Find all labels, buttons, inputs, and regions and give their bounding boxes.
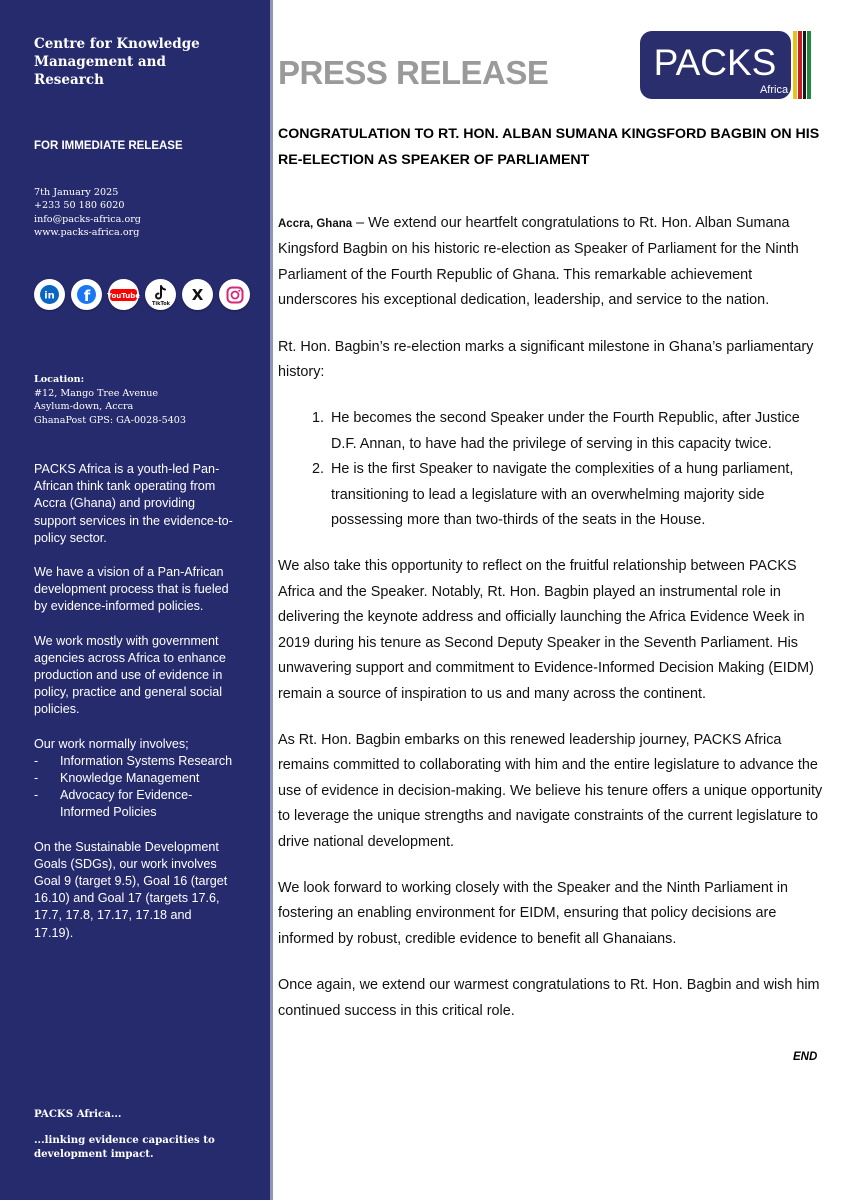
footer-name: PACKS Africa... <box>34 1108 122 1120</box>
milestone-paragraph: Rt. Hon. Bagbin’s re-election marks a significant milestone in Ghana’s parliamentary history: <box>278 338 814 381</box>
involves-intro: Our work normally involves; <box>34 736 189 751</box>
reflect-paragraph: We also take this opportunity to reflect on the fruitful relationship between PACKS Africa and the Speaker. Notably, Rt. Hon. Bagbin played an instrumental role in delivering the keynote address and officially launching the Africa Evidence Week in 2019 during his tenure as Second Deputy Speaker in the Seventh Parliament. His unwavering support and commitment to Evidence-Informed Decision Making (EIDM) remain a source of inspiration to us and many across the continent. <box>278 558 814 702</box>
milestone-list <box>278 406 824 533</box>
footer-tagline: ...linking evidence capacities to development impact. <box>34 1134 215 1160</box>
closing-paragraph: Once again, we extend our warmest congratulations to Rt. Hon. Bagbin and wish him continued success in this critical role. <box>278 977 820 1019</box>
main-content <box>278 211 824 1045</box>
release-date: 7th January 2025 <box>34 187 119 198</box>
linkedin-icon[interactable] <box>34 279 65 310</box>
tiktok-icon[interactable] <box>145 279 176 310</box>
list-item: - Advocacy for Evidence-Informed Policies <box>34 787 234 821</box>
location-block <box>34 373 186 427</box>
location-line: Asylum-down, Accra <box>34 401 134 413</box>
instagram-icon[interactable] <box>219 279 250 310</box>
contact-email[interactable]: info@packs-africa.org <box>34 213 141 225</box>
sidebar <box>0 0 273 1200</box>
facebook-icon[interactable] <box>71 279 102 310</box>
page-title: PRESS RELEASE <box>278 54 549 91</box>
sidebar-body <box>34 461 234 959</box>
headline: CONGRATULATION TO RT. HON. ALBAN SUMANA KINGSFORD BAGBIN ON HIS RE-ELECTION AS SPEAKER OF PARLIAMENT <box>278 126 820 168</box>
location-line: GhanaPost GPS: GA-0028-5403 <box>34 414 187 426</box>
list-item: - Knowledge Management <box>34 770 234 787</box>
packs-africa-logo <box>640 31 811 101</box>
svg-text:in: in <box>44 290 55 302</box>
intro-text: – We extend our heartfelt congratulations to Rt. Hon. Alban Sumana Kingsford Bagbin on his historic re-election as Speaker of Parliament for the Ninth Parliament of the Fourth Republic of Ghana. This remarkable achievement underscores his exceptional dedication, leadership, and service to the nation. <box>278 215 799 309</box>
sdgs-text: On the Sustainable Development Goals (SDGs), our work involves Goal 9 (target 9.5), Goal 16 (target 16.10) and Goal 17 (targets 17.6, 17.7, 17.8, 17.17, 17.18 and 17.19). <box>34 839 228 940</box>
journey-paragraph: As Rt. Hon. Bagbin embarks on this renewed leadership journey, PACKS Africa remains committed to collaborating with him and the entire legislature to advance the use of evidence in decision-making. We believe his tenure offers a unique opportunity to leverage the unique strengths and navigate constraints of the current legislature to drive national development. <box>278 731 823 850</box>
svg-text:PACKS: PACKS <box>653 42 777 83</box>
intro-paragraph <box>278 211 824 314</box>
svg-text:TikTok: TikTok <box>151 300 170 307</box>
sidebar-footer <box>34 1108 270 1161</box>
contact-website[interactable]: www.packs-africa.org <box>34 226 140 238</box>
dateline: Accra, Ghana <box>278 218 353 230</box>
work-text: We work mostly with government agencies across Africa to enhance production and use of evidence in policy, practice and general social policies. <box>34 633 226 717</box>
location-label: Location: <box>34 374 85 385</box>
involves-list <box>34 753 234 822</box>
forward-paragraph: We look forward to working closely with the Speaker and the Ninth Parliament in fostering an enabling environment for EIDM, ensuring that policy decisions are informed by robust, credible evidence to benefit all Ghanaians. <box>278 879 789 947</box>
x-icon[interactable] <box>182 279 213 310</box>
svg-text:f: f <box>83 287 91 305</box>
svg-text:X: X <box>191 286 204 304</box>
end-marker: END <box>793 1051 818 1063</box>
youtube-icon[interactable] <box>108 279 139 310</box>
contact-phone: +233 50 180 6020 <box>34 200 125 212</box>
list-item: - Information Systems Research <box>34 753 234 770</box>
location-line: #12, Mango Tree Avenue <box>34 387 159 399</box>
vision-text: We have a vision of a Pan-African development process that is fueled by evidence-informed policies. <box>34 565 229 614</box>
release-label: FOR IMMEDIATE RELEASE <box>34 140 183 152</box>
about-text: PACKS Africa is a youth-led Pan-African think tank operating from Accra (Ghana) and providing support services in the evidence-to-policy sector. <box>34 462 233 545</box>
list-item: 1. He becomes the second Speaker under the Fourth Republic, after Justice D.F. Annan, to have had the privilege of serving in this capacity twice. <box>328 406 824 457</box>
svg-text:YouTube: YouTube <box>107 291 140 300</box>
list-item: 2. He is the first Speaker to navigate the complexities of a hung parliament, transitioning to lead a legislature with an overwhelming majority side possessing more than two-thirds of the seats in the House. <box>328 457 824 533</box>
svg-text:Africa: Africa <box>759 84 789 96</box>
contact-block <box>34 186 141 239</box>
social-links <box>34 279 250 310</box>
org-name: Centre for Knowledge Management and Research <box>34 36 200 88</box>
